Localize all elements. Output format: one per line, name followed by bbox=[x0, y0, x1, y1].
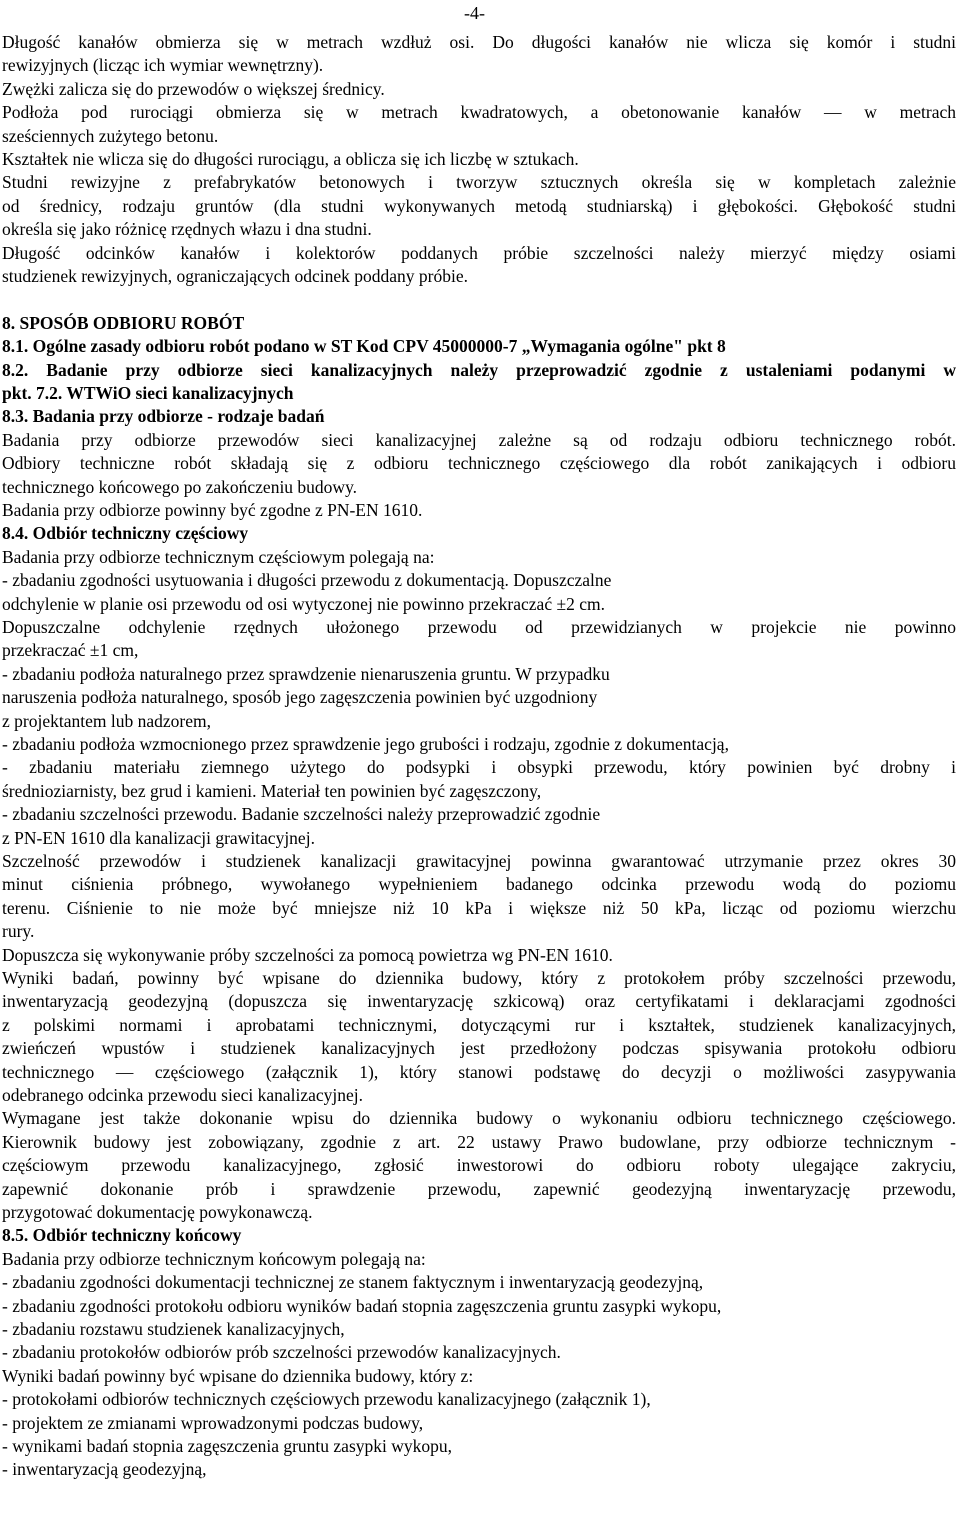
text-line: - protokołami odbiorów technicznych częściowych przewodu kanalizacyjnego (załącznik 1), bbox=[2, 1389, 651, 1410]
text-line: - zbadaniu rozstawu studzienek kanalizacyjnych, bbox=[2, 1319, 345, 1339]
section-heading: 8.2. Badanie przy odbiorze sieci kanalizacyjnych należy przeprowadzić zgodnie z ustaleniami podanymi w bbox=[2, 359, 956, 380]
text-line: Wyniki badań powinny być wpisane do dziennika budowy, który z: bbox=[2, 1365, 474, 1386]
text-line: - inwentaryzacją geodezyjną, bbox=[2, 1459, 207, 1480]
text-line: Szczelność przewodów i studzienek kanalizacji grawitacyjnej powinna gwarantować utrzymanie przez okres 30 bbox=[2, 851, 956, 871]
section-heading: pkt. 7.2. WTWiO sieci kanalizacyjnych bbox=[2, 383, 294, 403]
text-line: od średnicy, rodzaju gruntów (dla studni wykonywanych metodą studniarską) i głębokości. Głębokość studni bbox=[2, 195, 956, 216]
text-line: zwieńczeń wpustów i studzienek kanalizacyjnych jest przedłożony podczas spisywania protokołu odbioru bbox=[2, 1038, 956, 1059]
text-line: technicznego końcowego po zakończeniu budowy. bbox=[2, 476, 358, 497]
text-line: - zbadaniu protokołów odbiorów prób szczelności przewodów kanalizacyjnych. bbox=[2, 1342, 561, 1363]
text-line: przekraczać ±1 cm, bbox=[2, 640, 139, 661]
text-line: - zbadaniu szczelności przewodu. Badanie szczelności należy przeprowadzić zgodnie bbox=[2, 804, 601, 825]
text-line: odchylenie w planie osi przewodu od osi wytyczonej nie powinno przekraczać ±2 cm. bbox=[2, 593, 605, 614]
text-line: Dopuszcza się wykonywanie próby szczelności za pomocą powietrza wg PN-EN 1610. bbox=[2, 944, 613, 965]
text-line: minut ciśnienia próbnego, wywołanego wypełnieniem badanego odcinka przewodu wodą do poziomu bbox=[2, 874, 956, 895]
text-line: określa się jako różnicę rzędnych włazu i dna studni. bbox=[2, 219, 372, 240]
text-line: rury. bbox=[2, 921, 35, 942]
text-line: Studni rewizyjne z prefabrykatów betonowych i tworzyw sztucznych określa się w kompletach zależnie bbox=[2, 172, 956, 193]
text-line: Zwężki zalicza się do przewodów o większej średnicy. bbox=[2, 78, 385, 99]
text-line: z PN-EN 1610 dla kanalizacji grawitacyjnej. bbox=[2, 827, 315, 848]
text-line: z projektantem lub nadzorem, bbox=[2, 710, 211, 731]
text-line: - projektem ze zmianami wprowadzonymi podczas budowy, bbox=[2, 1412, 424, 1433]
section-heading: 8.1. Ogólne zasady odbioru robót podano w ST Kod CPV 45000000-7 „Wymagania ogólne" pkt 8 bbox=[2, 336, 726, 357]
text-line: zapewnić dokonanie prób i sprawdzenie przewodu, zapewnić geodezyjną inwentaryzację przewodu, bbox=[2, 1178, 956, 1199]
text-line: Kształtek nie wlicza się do długości rurociągu, a oblicza się ich liczbę w sztukach. bbox=[2, 149, 579, 169]
text-line: Badania przy odbiorze technicznym końcowym polegają na: bbox=[2, 1248, 426, 1269]
text-line: - zbadaniu podłoża naturalnego przez sprawdzenie nienaruszenia gruntu. W przypadku bbox=[2, 663, 610, 684]
section-heading: 8.3. Badania przy odbiorze - rodzaje badań bbox=[2, 406, 325, 427]
text-line: Długość kanałów obmierza się w metrach wzdłuż osi. Do długości kanałów nie wlicza się komór i studni bbox=[2, 32, 956, 52]
text-line: rewizyjnych (licząc ich wymiar wewnętrzny). bbox=[2, 55, 324, 76]
text-line: - zbadaniu zgodności dokumentacji technicznej ze stanem faktycznym i inwentaryzacją geodezyjną, bbox=[2, 1272, 704, 1293]
text-line: - zbadaniu zgodności protokołu odbioru wyników badań stopnia zagęszczenia gruntu zasypki wykopu, bbox=[2, 1295, 722, 1316]
text-line: technicznego — częściowego (załącznik 1), który stanowi podstawę do decyzji o możliwości zasypywania bbox=[2, 1061, 956, 1082]
text-line: - zbadaniu zgodności usytuowania i długości przewodu z dokumentacją. Dopuszczalne bbox=[2, 570, 612, 591]
section-heading: 8.4. Odbiór techniczny częściowy bbox=[2, 523, 249, 544]
text-line: Długość odcinków kanałów i kolektorów poddanych próbie szczelności należy mierzyć między osiami bbox=[2, 242, 956, 263]
text-line: Podłoża pod rurociągi obmierza się w metrach kwadratowych, a obetonowanie kanałów — w metrach bbox=[2, 102, 956, 123]
text-line: Odbiory techniczne robót składają się z odbioru technicznego częściowego dla robót zanikających i odbioru bbox=[2, 453, 956, 474]
text-line: odebranego odcinka przewodu sieci kanalizacyjnej. bbox=[2, 1085, 364, 1105]
text-line: przygotować dokumentację powykonawczą. bbox=[2, 1202, 313, 1222]
text-line: Badania przy odbiorze powinny być zgodne z PN-EN 1610. bbox=[2, 500, 423, 520]
text-line: sześciennych zużytego betonu. bbox=[2, 125, 219, 146]
text-line: Badania przy odbiorze technicznym częściowym polegają na: bbox=[2, 546, 435, 567]
text-line: Wymagane jest także dokonanie wpisu do dziennika budowy o wykonaniu odbioru technicznego częściowego. bbox=[2, 1108, 956, 1129]
section-heading: 8.5. Odbiór techniczny końcowy bbox=[2, 1225, 242, 1246]
text-line: - wynikami badań stopnia zagęszczenia gruntu zasypki wykopu, bbox=[2, 1436, 453, 1456]
text-line: Dopuszczalne odchylenie rzędnych ułożonego przewodu od przewidzianych w projekcie nie powinno bbox=[2, 617, 956, 637]
text-line: z polskimi normami i aprobatami technicznymi, dotyczącymi rur i kształtek, studzienek kanalizacyjnych, bbox=[2, 1014, 956, 1035]
page-number: -4- bbox=[464, 3, 485, 23]
text-line: studzienek rewizyjnych, ograniczających odcinek poddany próbie. bbox=[2, 266, 468, 286]
text-line: - zbadaniu podłoża wzmocnionego przez sprawdzenie jego grubości i rodzaju, zgodnie z dokumentacją, bbox=[2, 734, 729, 754]
text-line: Badania przy odbiorze przewodów sieci kanalizacyjnej zależne są od rodzaju odbioru technicznego robót. bbox=[2, 429, 956, 450]
text-line: terenu. Ciśnienie to nie może być mniejsze niż 10 kPa i większe niż 50 kPa, licząc od poziomu wierzchu bbox=[2, 897, 956, 918]
text-line: średnioziarnisty, bez grud i kamieni. Materiał ten powinien być zagęszczony, bbox=[2, 780, 542, 801]
text-line: Kierownik budowy jest zobowiązany, zgodnie z art. 22 ustawy Prawo budowlane, przy odbiorze technicznym - bbox=[2, 1131, 956, 1152]
text-line: naruszenia podłoża naturalnego, sposób jego zagęszczenia powinien być uzgodniony bbox=[2, 687, 598, 708]
text-line: inwentaryzacją geodezyjną (dopuszcza się inwentaryzację szkicową) oraz certyfikatami i deklaracjami zgodności bbox=[2, 991, 956, 1012]
section-heading: 8. SPOSÓB ODBIORU ROBÓT bbox=[2, 312, 245, 333]
text-line: - zbadaniu materiału ziemnego użytego do podsypki i obsypki przewodu, który powinien być drobny i bbox=[2, 757, 956, 778]
text-line: Wyniki badań, powinny być wpisane do dziennika budowy, który z protokołem próby szczelności przewodu, bbox=[2, 968, 956, 988]
text-line: częściowym przewodu kanalizacyjnego, zgłosić inwestorowi do odbioru roboty ulegające zakryciu, bbox=[2, 1155, 956, 1176]
